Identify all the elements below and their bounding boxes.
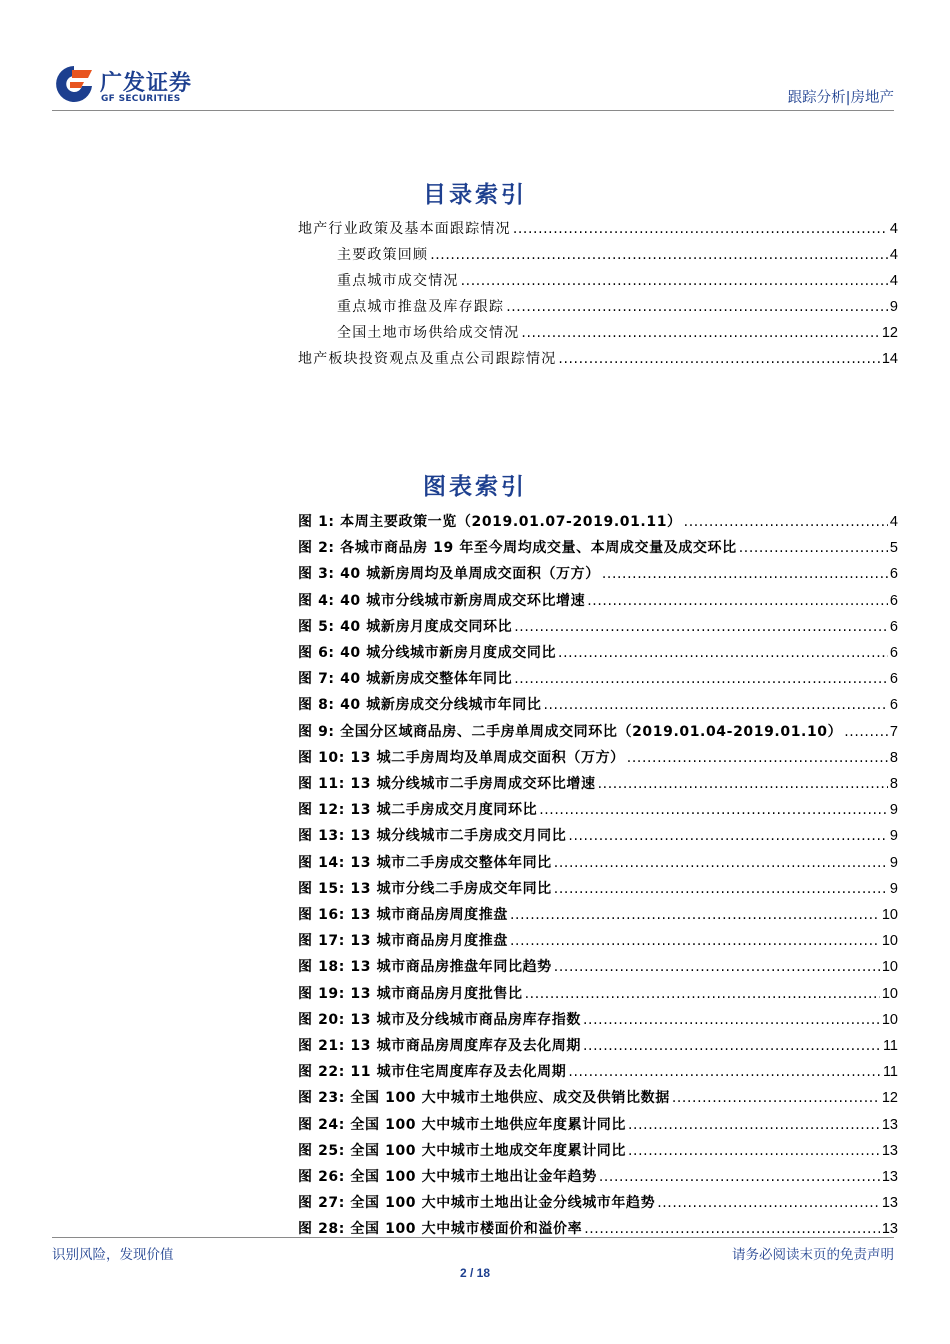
toc-entry[interactable] — [337, 294, 898, 316]
toc-entry[interactable] — [298, 346, 898, 368]
figure-entry-page: 10 — [881, 959, 898, 975]
figure-index-entry[interactable] — [298, 509, 898, 531]
figure-entry-label: 图 6: 40 城分线城市新房月度成交同比 — [298, 645, 557, 661]
toc-entry-page: 4 — [889, 221, 898, 237]
figure-entry-page: 10 — [881, 986, 898, 1002]
toc-entry[interactable] — [337, 320, 898, 342]
figure-leader-dots — [598, 775, 888, 793]
figure-leader-dots — [525, 985, 880, 1003]
figure-leader-dots — [554, 854, 888, 872]
figure-index-entry[interactable] — [298, 561, 898, 583]
figure-index-entry[interactable] — [298, 1059, 898, 1081]
figure-index-entry[interactable] — [298, 588, 898, 610]
toc-entry-page: 4 — [889, 247, 898, 263]
figure-leader-dots — [568, 1063, 881, 1081]
figure-entry-label: 图 3: 40 城新房周均及单周成交面积（万方） — [298, 566, 600, 582]
figure-index-entry[interactable] — [298, 1033, 898, 1055]
figure-entry-label: 图 25: 全国 100 大中城市土地成交年度累计同比 — [298, 1143, 626, 1159]
figure-index-entry[interactable] — [298, 640, 898, 662]
figure-entry-label: 图 12: 13 城二手房成交月度同环比 — [298, 802, 538, 818]
figure-entry-label: 图 5: 40 城新房月度成交同环比 — [298, 619, 513, 635]
figure-leader-dots — [583, 1037, 881, 1055]
figure-entry-page: 10 — [881, 907, 898, 923]
figure-index-entry[interactable] — [298, 535, 898, 557]
figure-entry-label: 图 13: 13 城分线城市二手房成交月同比 — [298, 828, 567, 844]
figure-leader-dots — [628, 1142, 880, 1160]
figure-entry-label: 图 7: 40 城新房成交整体年同比 — [298, 671, 513, 687]
figure-entry-label: 图 11: 13 城分线城市二手房周成交环比增速 — [298, 776, 596, 792]
figure-index-entry[interactable] — [298, 666, 898, 688]
figure-leader-dots — [510, 906, 880, 924]
figure-entry-page: 9 — [889, 881, 898, 897]
toc-entry-label: 全国土地市场供给成交情况 — [337, 325, 520, 341]
figure-entry-page: 9 — [889, 855, 898, 871]
figure-leader-dots — [602, 565, 888, 583]
figure-index-entry[interactable] — [298, 954, 898, 976]
figure-index-title: 图表索引 — [423, 473, 527, 500]
figure-entry-label: 图 16: 13 城市商品房周度推盘 — [298, 907, 508, 923]
report-category: 跟踪分析|房地产 — [787, 90, 894, 106]
figure-entry-label: 图 28: 全国 100 大中城市楼面价和溢价率 — [298, 1221, 583, 1237]
figure-index-entry[interactable] — [298, 1007, 898, 1029]
figure-entry-label: 图 8: 40 城新房成交分线城市年同比 — [298, 697, 542, 713]
figure-entry-label: 图 27: 全国 100 大中城市土地出让金分线城市年趋势 — [298, 1195, 656, 1211]
figure-entry-page: 11 — [882, 1038, 898, 1054]
figure-index-entry[interactable] — [298, 823, 898, 845]
toc-leader-dots — [461, 272, 888, 290]
toc-leader-dots — [513, 220, 888, 238]
figure-entry-page: 13 — [881, 1195, 898, 1211]
toc-entry[interactable] — [298, 216, 898, 238]
figure-index-entry[interactable] — [298, 1216, 898, 1238]
toc-entry-page: 12 — [881, 325, 898, 341]
figure-index-entry[interactable] — [298, 1138, 898, 1160]
figure-entry-page: 10 — [881, 1012, 898, 1028]
page-number: 2 / 18 — [459, 1266, 491, 1280]
figure-leader-dots — [844, 723, 888, 741]
figure-entry-label: 图 22: 11 城市住宅周度库存及去化周期 — [298, 1064, 567, 1080]
toc-entry-page: 14 — [881, 351, 898, 367]
toc-entry[interactable] — [337, 268, 898, 290]
toc-leader-dots — [521, 324, 879, 342]
figure-leader-dots — [558, 644, 888, 662]
figure-index-entry[interactable] — [298, 771, 898, 793]
figure-leader-dots — [510, 932, 880, 950]
figure-entry-page: 12 — [881, 1090, 898, 1106]
toc-entry-page: 9 — [889, 299, 898, 315]
figure-leader-dots — [543, 696, 887, 714]
figure-leader-dots — [514, 618, 888, 636]
header-divider — [52, 110, 894, 111]
figure-entry-page: 13 — [881, 1221, 898, 1237]
toc-entry-label: 地产行业政策及基本面跟踪情况 — [298, 221, 511, 237]
figure-index-entry[interactable] — [298, 850, 898, 872]
figure-entry-label: 图 18: 13 城市商品房推盘年同比趋势 — [298, 959, 552, 975]
figure-entry-page: 13 — [881, 1169, 898, 1185]
toc-entry-label: 重点城市成交情况 — [337, 273, 459, 289]
figure-entry-label: 图 24: 全国 100 大中城市土地供应年度累计同比 — [298, 1117, 626, 1133]
toc-entry-label: 地产板块投资观点及重点公司跟踪情况 — [298, 351, 557, 367]
figure-entry-page: 11 — [882, 1064, 898, 1080]
figure-leader-dots — [627, 749, 888, 767]
footer-divider — [52, 1237, 894, 1238]
figure-entry-page: 6 — [889, 645, 898, 661]
figure-leader-dots — [583, 1011, 880, 1029]
toc-leader-dots — [506, 298, 888, 316]
gf-securities-logo — [52, 62, 212, 108]
figure-entry-label: 图 19: 13 城市商品房月度批售比 — [298, 986, 523, 1002]
toc-entry-label: 主要政策回顾 — [337, 247, 429, 263]
toc-entry[interactable] — [337, 242, 898, 264]
figure-entry-page: 7 — [889, 724, 898, 740]
figure-entry-page: 6 — [889, 671, 898, 687]
figure-index-entry[interactable] — [298, 981, 898, 1003]
figure-entry-label: 图 26: 全国 100 大中城市土地出让金年趋势 — [298, 1169, 597, 1185]
gf-logo-icon — [52, 62, 96, 106]
figure-entry-page: 6 — [889, 593, 898, 609]
toc-leader-dots — [558, 350, 879, 368]
figure-leader-dots — [657, 1194, 880, 1212]
figure-index-entry[interactable] — [298, 1085, 898, 1107]
figure-index-entry[interactable] — [298, 745, 898, 767]
figure-entry-label: 图 9: 全国分区域商品房、二手房单周成交同环比（2019.01.04-2019.01.10） — [298, 724, 843, 740]
figure-entry-label: 图 2: 各城市商品房 19 年至今周均成交量、本周成交量及成交环比 — [298, 540, 737, 556]
figure-entry-page: 10 — [881, 933, 898, 949]
figure-leader-dots — [568, 827, 888, 845]
figure-entry-label: 图 23: 全国 100 大中城市土地供应、成交及供销比数据 — [298, 1090, 670, 1106]
figure-entry-page: 13 — [881, 1117, 898, 1133]
figure-entry-label: 图 21: 13 城市商品房周度库存及去化周期 — [298, 1038, 581, 1054]
figure-index-entry[interactable] — [298, 1164, 898, 1186]
figure-entry-page: 8 — [889, 750, 898, 766]
figure-entry-page: 9 — [889, 802, 898, 818]
logo-cn-text: 广发证券 — [100, 71, 193, 96]
figure-leader-dots — [584, 1220, 880, 1238]
figure-entry-label: 图 20: 13 城市及分线城市商品房库存指数 — [298, 1012, 581, 1028]
toc-entry-label: 重点城市推盘及库存跟踪 — [337, 299, 505, 315]
figure-index-entry[interactable] — [298, 797, 898, 819]
figure-leader-dots — [672, 1089, 880, 1107]
figure-index-entry[interactable] — [298, 719, 898, 741]
figure-entry-label: 图 15: 13 城市分线二手房成交年同比 — [298, 881, 552, 897]
toc-entry-page: 4 — [889, 273, 898, 289]
figure-entry-page: 4 — [889, 514, 898, 530]
footer-disclaimer-link[interactable]: 请务必阅读末页的免责声明 — [732, 1247, 894, 1263]
figure-index-entry[interactable] — [298, 1190, 898, 1212]
footer-slogan: 识别风险，发现价值 — [52, 1247, 174, 1263]
figure-leader-dots — [739, 539, 888, 557]
figure-index-entry[interactable] — [298, 614, 898, 636]
figure-index-entry[interactable] — [298, 1112, 898, 1134]
figure-entry-label: 图 14: 13 城市二手房成交整体年同比 — [298, 855, 552, 871]
figure-entry-label: 图 1: 本周主要政策一览（2019.01.07-2019.01.11） — [298, 514, 682, 530]
toc-title: 目录索引 — [423, 181, 527, 208]
figure-index-entry[interactable] — [298, 876, 898, 898]
figure-leader-dots — [684, 513, 888, 531]
figure-entry-page: 8 — [889, 776, 898, 792]
figure-entry-label: 图 10: 13 城二手房周均及单周成交面积（万方） — [298, 750, 625, 766]
figure-entry-page: 9 — [889, 828, 898, 844]
figure-leader-dots — [554, 958, 880, 976]
figure-leader-dots — [587, 592, 888, 610]
figure-entry-page: 13 — [881, 1143, 898, 1159]
figure-entry-label: 图 17: 13 城市商品房月度推盘 — [298, 933, 508, 949]
figure-index-entry[interactable] — [298, 902, 898, 924]
figure-entry-page: 6 — [889, 566, 898, 582]
figure-entry-page: 6 — [889, 697, 898, 713]
figure-leader-dots — [539, 801, 888, 819]
figure-leader-dots — [628, 1116, 880, 1134]
figure-index-entry[interactable] — [298, 692, 898, 714]
figure-leader-dots — [514, 670, 888, 688]
figure-entry-page: 6 — [889, 619, 898, 635]
figure-index-entry[interactable] — [298, 928, 898, 950]
figure-entry-label: 图 4: 40 城市分线城市新房周成交环比增速 — [298, 593, 586, 609]
figure-leader-dots — [554, 880, 888, 898]
figure-leader-dots — [599, 1168, 880, 1186]
logo-en-text: GF SECURITIES — [101, 94, 181, 104]
figure-entry-page: 5 — [889, 540, 898, 556]
toc-leader-dots — [430, 246, 888, 264]
